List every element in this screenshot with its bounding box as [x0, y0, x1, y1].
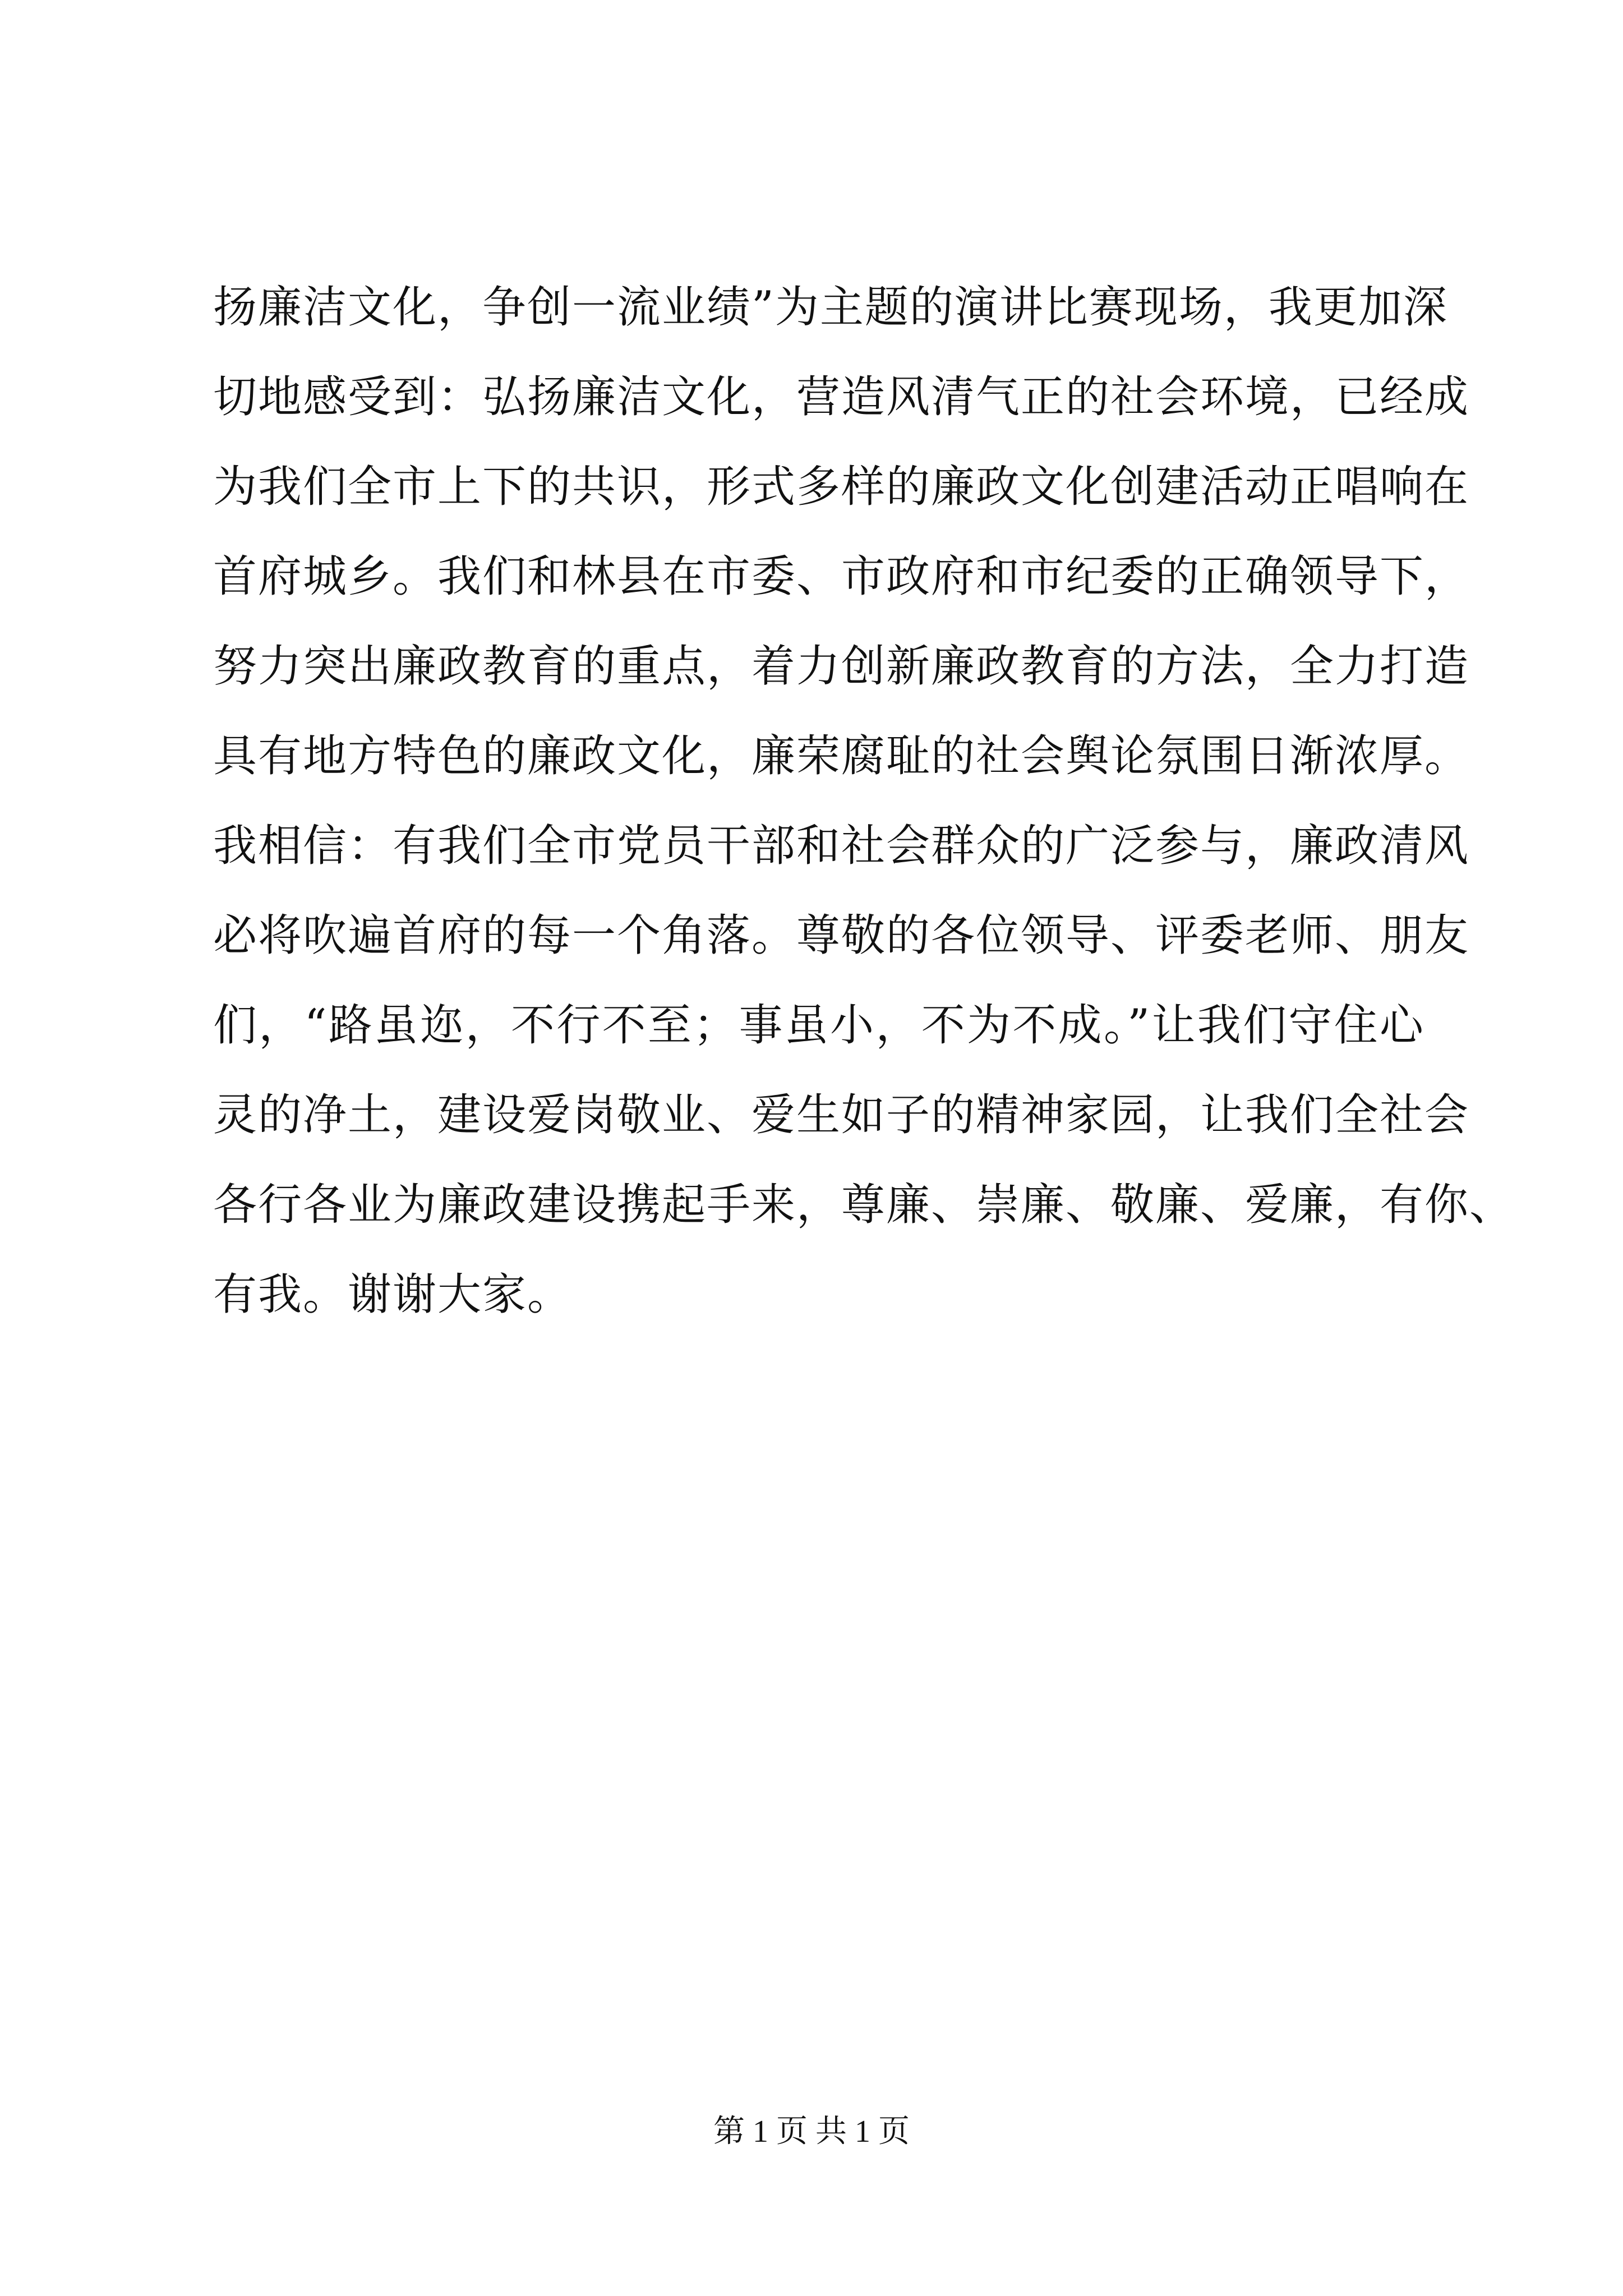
text-line: 具有地方特色的廉政文化，廉荣腐耻的社会舆论氛围日渐浓厚。: [213, 731, 1470, 781]
text-line: 为我们全市上下的共识，形式多样的廉政文化创建活动正唱响在: [213, 462, 1470, 512]
body-text: [213, 263, 1515, 1340]
text-line: 灵的净土，建设爱岗敬业、爱生如子的精神家园，让我们全社会: [213, 1090, 1470, 1140]
text-line: 各行各业为廉政建设携起手来，尊廉、崇廉、敬廉、爱廉，有你、: [213, 1180, 1515, 1230]
text-line: 切地感受到：弘扬廉洁文化，营造风清气正的社会环境，已经成: [213, 372, 1470, 422]
text-line: 首府城乡。我们和林县在市委、市政府和市纪委的正确领导下，: [213, 551, 1470, 602]
text-line: 我相信：有我们全市党员干部和社会群众的广泛参与，廉政清风: [213, 821, 1470, 871]
text-line: 必将吹遍首府的每一个角落。尊敬的各位领导、评委老师、朋友: [213, 910, 1470, 961]
page-footer: [0, 2109, 1623, 2154]
text-line: 努力突出廉政教育的重点，着力创新廉政教育的方法，全力打造: [213, 641, 1470, 692]
text-line: 扬廉洁文化，争创一流业绩”为主题的演讲比赛现场，我更加深: [213, 282, 1448, 333]
page-number: 第 1 页 共 1 页: [713, 2114, 910, 2149]
text-line: 们，“路虽迩，不行不至；事虽小，不为不成。”让我们守住心: [213, 1000, 1424, 1051]
text-line: 有我。谢谢大家。: [213, 1269, 573, 1320]
